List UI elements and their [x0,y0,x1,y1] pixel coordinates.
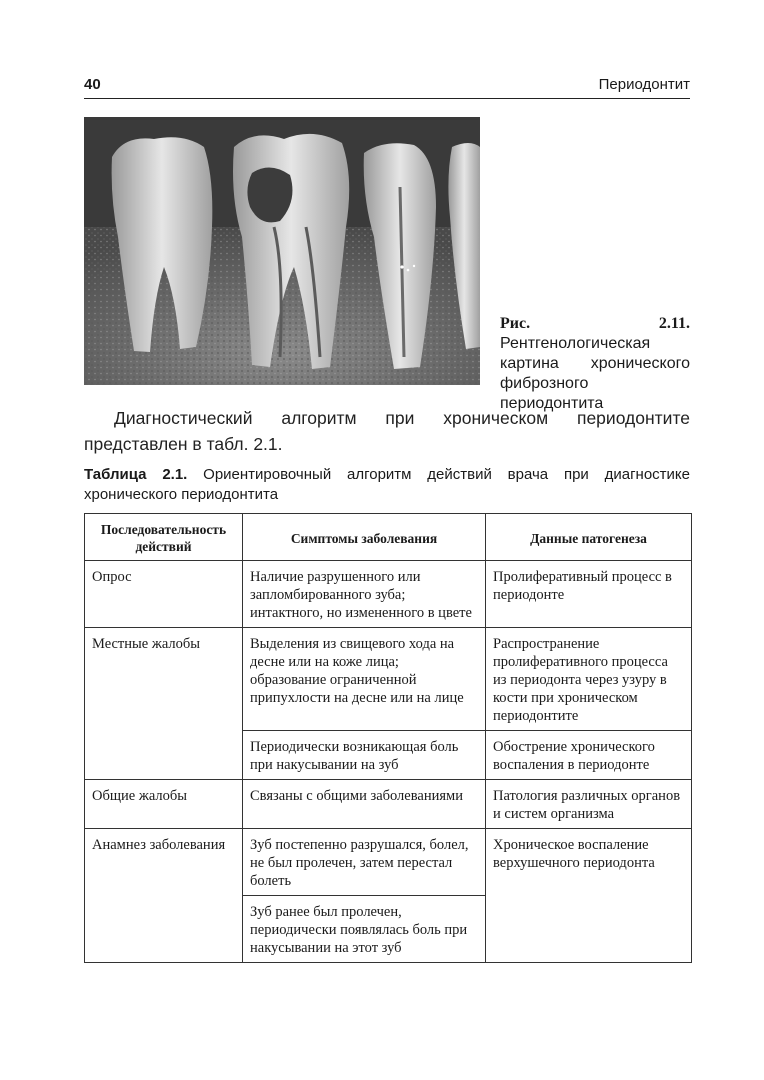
action-cell: Общие жалобы [85,780,243,829]
running-title: Периодонтит [598,76,690,93]
header-pathogenesis: Данные патогенеза [486,514,692,561]
symptom-cell: Зуб ранее был пролечен, периодически появлялась боль при накусывании на этот зуб [243,896,486,963]
diagnostic-algorithm-table [84,513,692,963]
table-row [85,780,692,829]
symptom-cell: Выделения из свищевого хода на десне или на коже лица; образование ограниченной припухлости на десне или на лице [243,628,486,731]
symptom-cell: Связаны с общими заболеваниями [243,780,486,829]
figure-caption-text: Рентгенологическая картина хронического фиброзного периодонтита [500,335,690,412]
action-cell: Опрос [85,561,243,628]
symptom-cell: Зуб постепенно разрушался, болел, не был пролечен, затем перестал болеть [243,829,486,896]
pathogenesis-cell: Пролиферативный процесс в периодонте [486,561,692,628]
symptom-cell: Наличие разрушенного или запломбированного зуба; интактного, но измененного в цвете [243,561,486,628]
table-caption [84,465,690,505]
figure-label: Рис. 2.11. [500,315,690,332]
body-paragraph: Диагностический алгоритм при хроническом периодонтите представлен в табл. 2.1. [84,408,690,454]
table-row [85,561,692,628]
pathogenesis-cell: Патология различных органов и систем организма [486,780,692,829]
action-cell: Анамнез заболевания [85,829,243,963]
table-caption-text: Ориентировочный алгоритм действий врача при диагностике хронического периодонтита [84,466,690,503]
pathogenesis-cell: Хроническое воспаление верхушечного периодонта [486,829,692,963]
figure-caption [500,314,690,414]
table-row [85,829,692,896]
table-row [85,628,692,731]
page-number: 40 [84,76,101,93]
header-symptoms: Симптомы заболевания [243,514,486,561]
pathogenesis-cell: Распространение пролиферативного процесса из периодонта через узуру в кости при хроническом периодонтите [486,628,692,731]
table-header-row [85,514,692,561]
table-label: Таблица 2.1. [84,466,188,483]
action-cell: Местные жалобы [85,628,243,780]
page-header [84,74,690,99]
symptom-cell: Периодически возникающая боль при накусывании на зуб [243,731,486,780]
header-actions: Последовательность действий [85,514,243,561]
dental-xray-image [84,117,480,385]
pathogenesis-cell: Обострение хронического воспаления в периодонте [486,731,692,780]
